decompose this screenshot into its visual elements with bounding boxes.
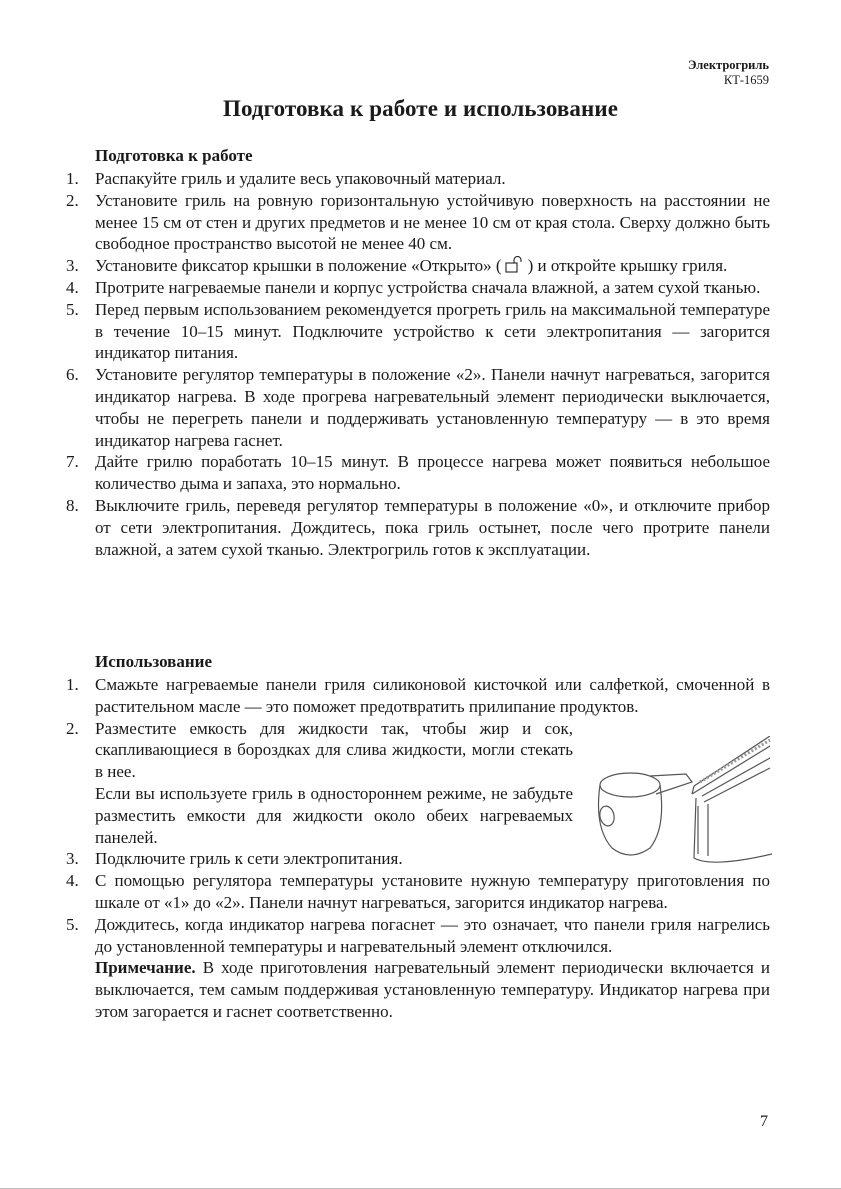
page-number: 7 <box>760 1113 768 1130</box>
product-name: Электрогриль <box>687 58 769 72</box>
list-item: 5. Дождитесь, когда индикатор нагрева погаснет — это означает, что панели гриля нагрелись до установленной температуры и нагревательный элемент отключился. Примечание. В ходе приготовления нагревательный элемент периодически включается и выключается, тем самым поддерживая установленную температуру. Индикатор нагрева при этом загорается и гаснет соответственно. <box>66 914 770 1021</box>
list-item: 2. Установите гриль на ровную горизонтальную устойчивую поверхность на расстоянии не менее 15 см от стен и других предметов и не менее 10 см от края стола. Сверху должно быть свободное пространство высотой не менее 40 см. <box>66 190 770 254</box>
list-item: 4. С помощью регулятора температуры установите нужную температуру приготовления по шкале от «1» до «2». Панели начнут нагреваться, загорится индикатор нагрева. <box>66 871 770 912</box>
list-item: 1. Смажьте нагреваемые панели гриля силиконовой кисточкой или салфеткой, смоченной в растительном масле — это поможет предотвратить прилипание продуктов. <box>66 675 770 716</box>
model-number: КТ-1659 <box>723 73 769 87</box>
preparation-steps-list <box>0 168 841 560</box>
drip-tray-illustration <box>582 736 772 868</box>
list-item: 6. Установите регулятор температуры в положение «2». Панели начнут нагреваться, загорится индикатор нагрева. В ходе прогрева нагревательный элемент периодически выключается, чтобы не перегреть панели и поддерживать установленную температуру — в это время индикатор нагрева гаснет. <box>66 365 770 450</box>
list-item: 4. Протрите нагреваемые панели и корпус устройства сначала влажной, а затем сухой тканью. <box>66 277 761 297</box>
page-header <box>688 58 769 88</box>
list-item: 3. Подключите гриль к сети электропитания. <box>66 849 403 869</box>
list-item: 1. Распакуйте гриль и удалите весь упаковочный материал. <box>66 169 506 188</box>
list-item: 5. Перед первым использованием рекомендуется прогреть гриль на максимальной температуре в течение 10–15 минут. Подключите устройство к сети электропитания — загорится индикатор питания. <box>66 299 770 363</box>
note-label: Примечание. <box>95 958 196 978</box>
list-item: 8. Выключите гриль, переведя регулятор температуры в положение «0», и отключите прибор от сети электропитания. Дождитесь, пока гриль остынет, после чего протрите панели влажной, а затем сухой тканью. Электрогриль готов к эксплуатации. <box>66 495 770 559</box>
section-heading-usage: Использование <box>95 652 212 671</box>
section-heading-preparation: Подготовка к работе <box>95 146 253 165</box>
page-title: Подготовка к работе и использование <box>222 96 619 121</box>
list-item: 7. Дайте грилю поработать 10–15 минут. В процессе нагрева может появиться небольшое количество дыма и запаха, это нормально. <box>66 452 770 494</box>
list-item: 3. Установите фиксатор крышки в положение «Открыто» ( ) и откройте крышку гриля. <box>66 256 728 276</box>
list-item: 2. Разместите емкость для жидкости так, чтобы жир и сок, скапливающиеся в бороздках для слива жидкости, могли стекать в нее. Если вы используете гриль в одностороннем режиме, не забудьте разместить емкости для жидкости около обеих нагреваемых панелей. <box>66 718 573 847</box>
unlocked-padlock-icon <box>503 256 527 274</box>
